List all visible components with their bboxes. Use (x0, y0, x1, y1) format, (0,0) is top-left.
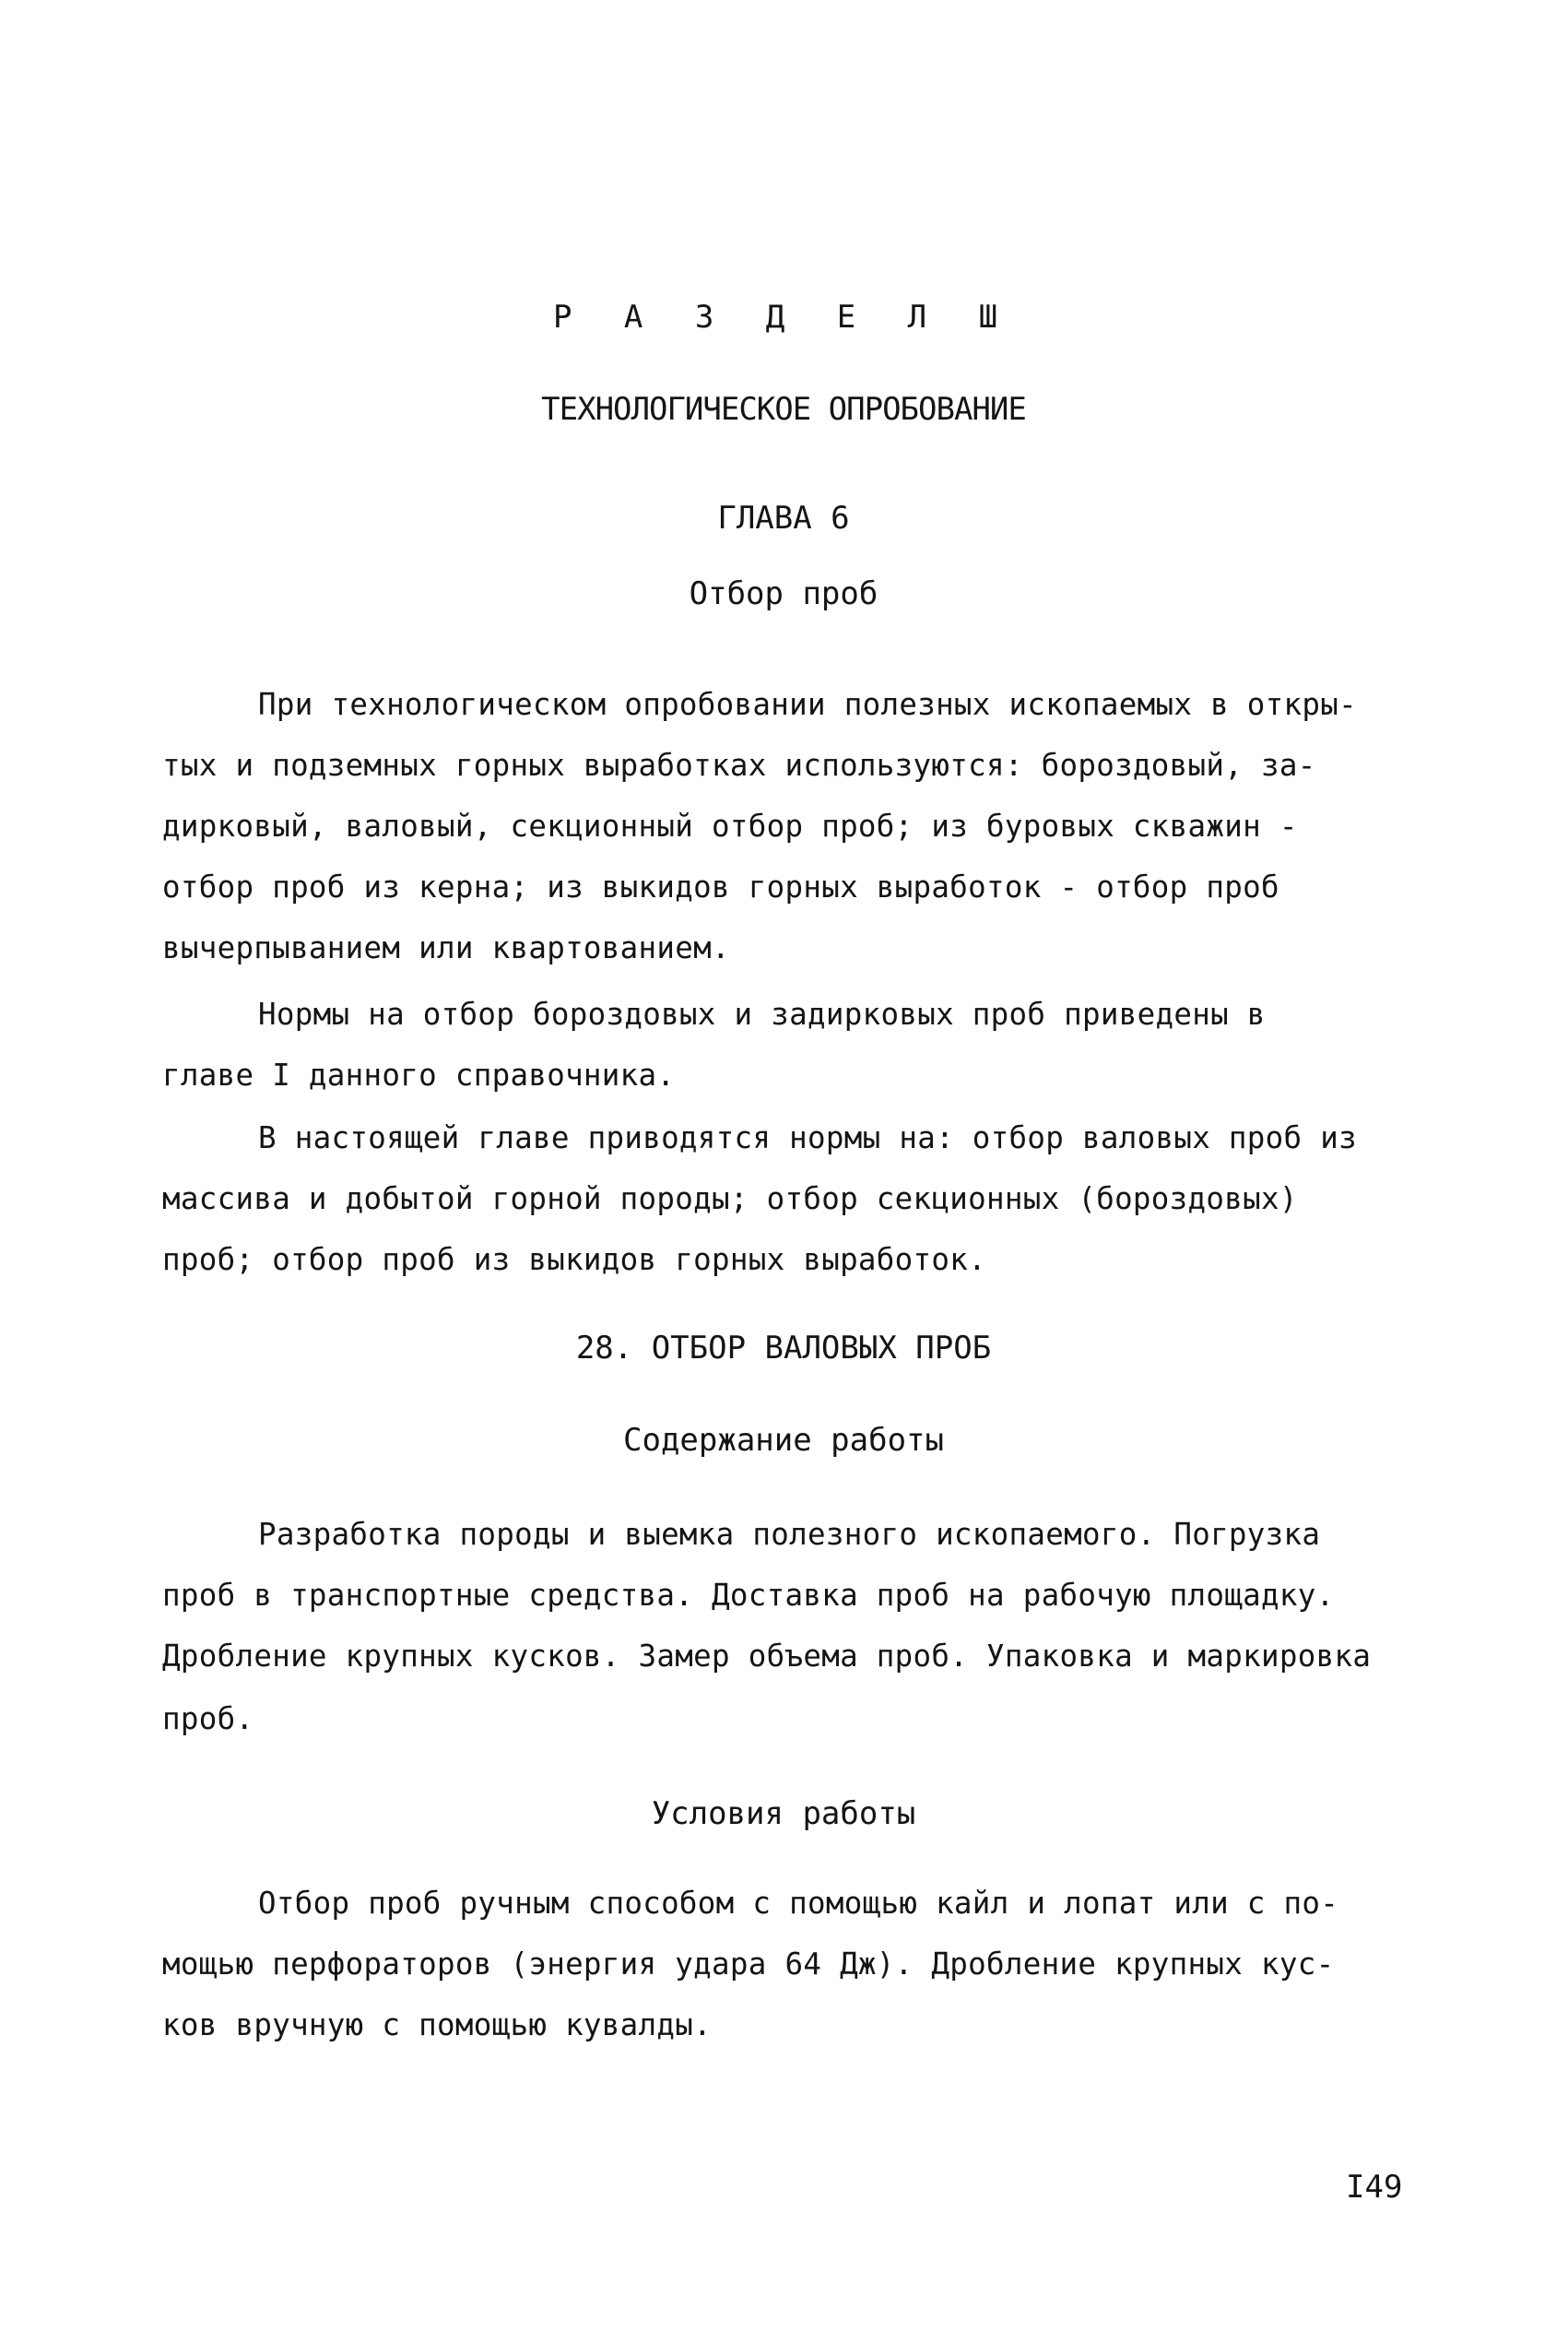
paragraph-line: вычерпыванием или квартованием. (162, 930, 730, 965)
item-heading: 28. ОТБОР ВАЛОВЫХ ПРОБ (575, 1330, 992, 1367)
section-label: Р А З Д Е Л Ш (552, 299, 1015, 336)
paragraph-line: тых и подземных горных выработках используются: бороздовый, за- (162, 748, 1316, 783)
paragraph-line: Нормы на отбор бороздовых и задирковых проб приведены в (258, 997, 1266, 1032)
paragraph-line: главе I данного справочника. (162, 1058, 676, 1093)
paragraph-line: отбор проб из керна; из выкидов горных выработок - отбор проб (162, 870, 1279, 905)
conditions-heading: Условия работы (651, 1795, 916, 1832)
paragraph-line: массива и добытой горной породы; отбор секционных (бороздовых) (162, 1181, 1298, 1216)
content-heading: Содержание работы (623, 1422, 944, 1459)
paragraph-line: проб; отбор проб из выкидов горных выработок. (162, 1242, 986, 1277)
chapter-title: Отбор проб (689, 575, 878, 612)
paragraph-line: проб. (162, 1701, 254, 1736)
paragraph-line: дирковый, валовый, секционный отбор проб; из буровых скважин - (162, 809, 1298, 844)
page-number: I49 (1346, 2169, 1403, 2206)
paragraph-line: Отбор проб ручным способом с помощью кайл и лопат или с по- (258, 1886, 1339, 1921)
paragraph-line: Разработка породы и выемка полезного ископаемого. Погрузка (258, 1517, 1321, 1552)
section-title: ТЕХНОЛОГИЧЕСКОЕ ОПРОБОВАНИЕ (541, 391, 1026, 428)
paragraph-line: проб в транспортные средства. Доставка проб на рабочую площадку. (162, 1578, 1335, 1613)
paragraph-line: Дробление крупных кусков. Замер объема проб. Упаковка и маркировка (162, 1639, 1372, 1674)
paragraph-line: ков вручную с помощью кувалды. (162, 2007, 712, 2042)
paragraph-line: При технологическом опробовании полезных ископаемых в откры- (258, 687, 1357, 722)
chapter-label: ГЛАВА 6 (717, 500, 850, 537)
paragraph-line: мощью перфораторов (энергия удара 64 Дж). Дробление крупных кус- (162, 1946, 1335, 1982)
paragraph-line: В настоящей главе приводятся нормы на: отбор валовых проб из (258, 1120, 1357, 1155)
